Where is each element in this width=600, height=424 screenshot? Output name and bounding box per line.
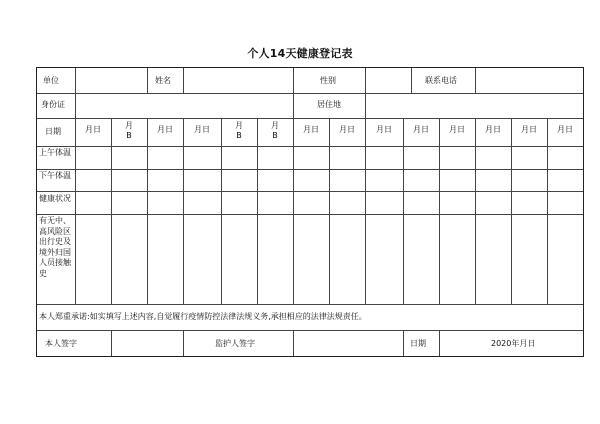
- col-divider: [257, 118, 258, 304]
- row-divider: [37, 146, 583, 147]
- col-divider: [147, 118, 148, 304]
- col-divider: [75, 118, 76, 304]
- guardian-sign-field[interactable]: [295, 332, 401, 354]
- date-cell[interactable]: 月 B: [125, 121, 133, 140]
- unit-field[interactable]: [77, 69, 145, 92]
- col-divider: [293, 330, 294, 356]
- col-divider: [293, 68, 294, 118]
- gender-field[interactable]: [367, 69, 409, 92]
- self-sign-label: 本人签字: [45, 339, 77, 348]
- date-cell[interactable]: 月日: [339, 125, 355, 134]
- date-cell[interactable]: 月日: [194, 125, 210, 134]
- name-field[interactable]: [185, 69, 291, 92]
- col-divider: [183, 118, 184, 304]
- phone-label: 联系电话: [425, 76, 457, 85]
- col-divider: [411, 68, 412, 93]
- col-divider: [365, 118, 366, 304]
- col-divider: [511, 118, 512, 304]
- address-label: 居住地: [317, 100, 341, 109]
- date-cell[interactable]: 月 B: [235, 121, 243, 140]
- date-cell[interactable]: 月日: [521, 125, 537, 134]
- row-divider: [37, 304, 583, 305]
- id-card-label: 身份证: [41, 100, 65, 109]
- date-cell[interactable]: 月日: [413, 125, 429, 134]
- unit-label: 单位: [43, 76, 59, 85]
- col-divider: [403, 330, 404, 356]
- col-divider: [329, 118, 330, 304]
- col-divider: [547, 118, 548, 304]
- date-cell[interactable]: 月日: [303, 125, 319, 134]
- am-temp-label: 上午体温: [39, 148, 71, 157]
- col-divider: [365, 68, 366, 118]
- row-divider: [37, 330, 583, 331]
- col-divider: [439, 330, 440, 356]
- col-divider: [475, 68, 476, 93]
- date-cell[interactable]: 月 B: [271, 121, 279, 140]
- address-field[interactable]: [367, 94, 581, 117]
- col-divider: [183, 330, 184, 356]
- name-label: 姓名: [155, 76, 171, 85]
- date-cell[interactable]: 月日: [85, 125, 101, 134]
- date-cell[interactable]: 月日: [449, 125, 465, 134]
- health-label: 健康状况: [39, 194, 71, 203]
- commitment-text: 本人郑重承诺:如实填写上述内容,自觉履行疫情防控法律法规义务,承担相应的法律法规责任。: [39, 312, 367, 321]
- self-sign-field[interactable]: [113, 332, 181, 354]
- col-divider: [111, 330, 112, 356]
- travel-history-label: 有无中、高风险区出行史及境外归国人员接触史: [39, 216, 71, 278]
- date-cell[interactable]: 月日: [485, 125, 501, 134]
- date-cell[interactable]: 月日: [376, 125, 392, 134]
- date-value: 2020年月日: [491, 339, 536, 348]
- col-divider: [183, 68, 184, 93]
- col-divider: [439, 118, 440, 304]
- guardian-sign-label: 监护人签字: [215, 339, 255, 348]
- date-cell[interactable]: 月日: [157, 125, 173, 134]
- col-divider: [293, 118, 294, 304]
- col-divider: [221, 118, 222, 304]
- id-card-field[interactable]: [77, 94, 291, 117]
- row-divider: [37, 118, 583, 119]
- gender-label: 性别: [320, 76, 336, 85]
- col-divider: [147, 68, 148, 93]
- col-divider: [403, 118, 404, 304]
- date-cell[interactable]: 月日: [557, 125, 573, 134]
- row-divider: [37, 191, 583, 192]
- pm-temp-label: 下午体温: [39, 171, 71, 180]
- date-row-label: 日期: [45, 127, 61, 136]
- phone-field[interactable]: [477, 69, 581, 92]
- row-divider: [37, 214, 583, 215]
- row-divider: [37, 169, 583, 170]
- col-divider: [111, 118, 112, 304]
- date-label: 日期: [410, 339, 426, 348]
- col-divider: [475, 118, 476, 304]
- health-registration-form: [36, 67, 584, 357]
- page-title: 个人14天健康登记表: [247, 47, 353, 60]
- col-divider: [75, 68, 76, 118]
